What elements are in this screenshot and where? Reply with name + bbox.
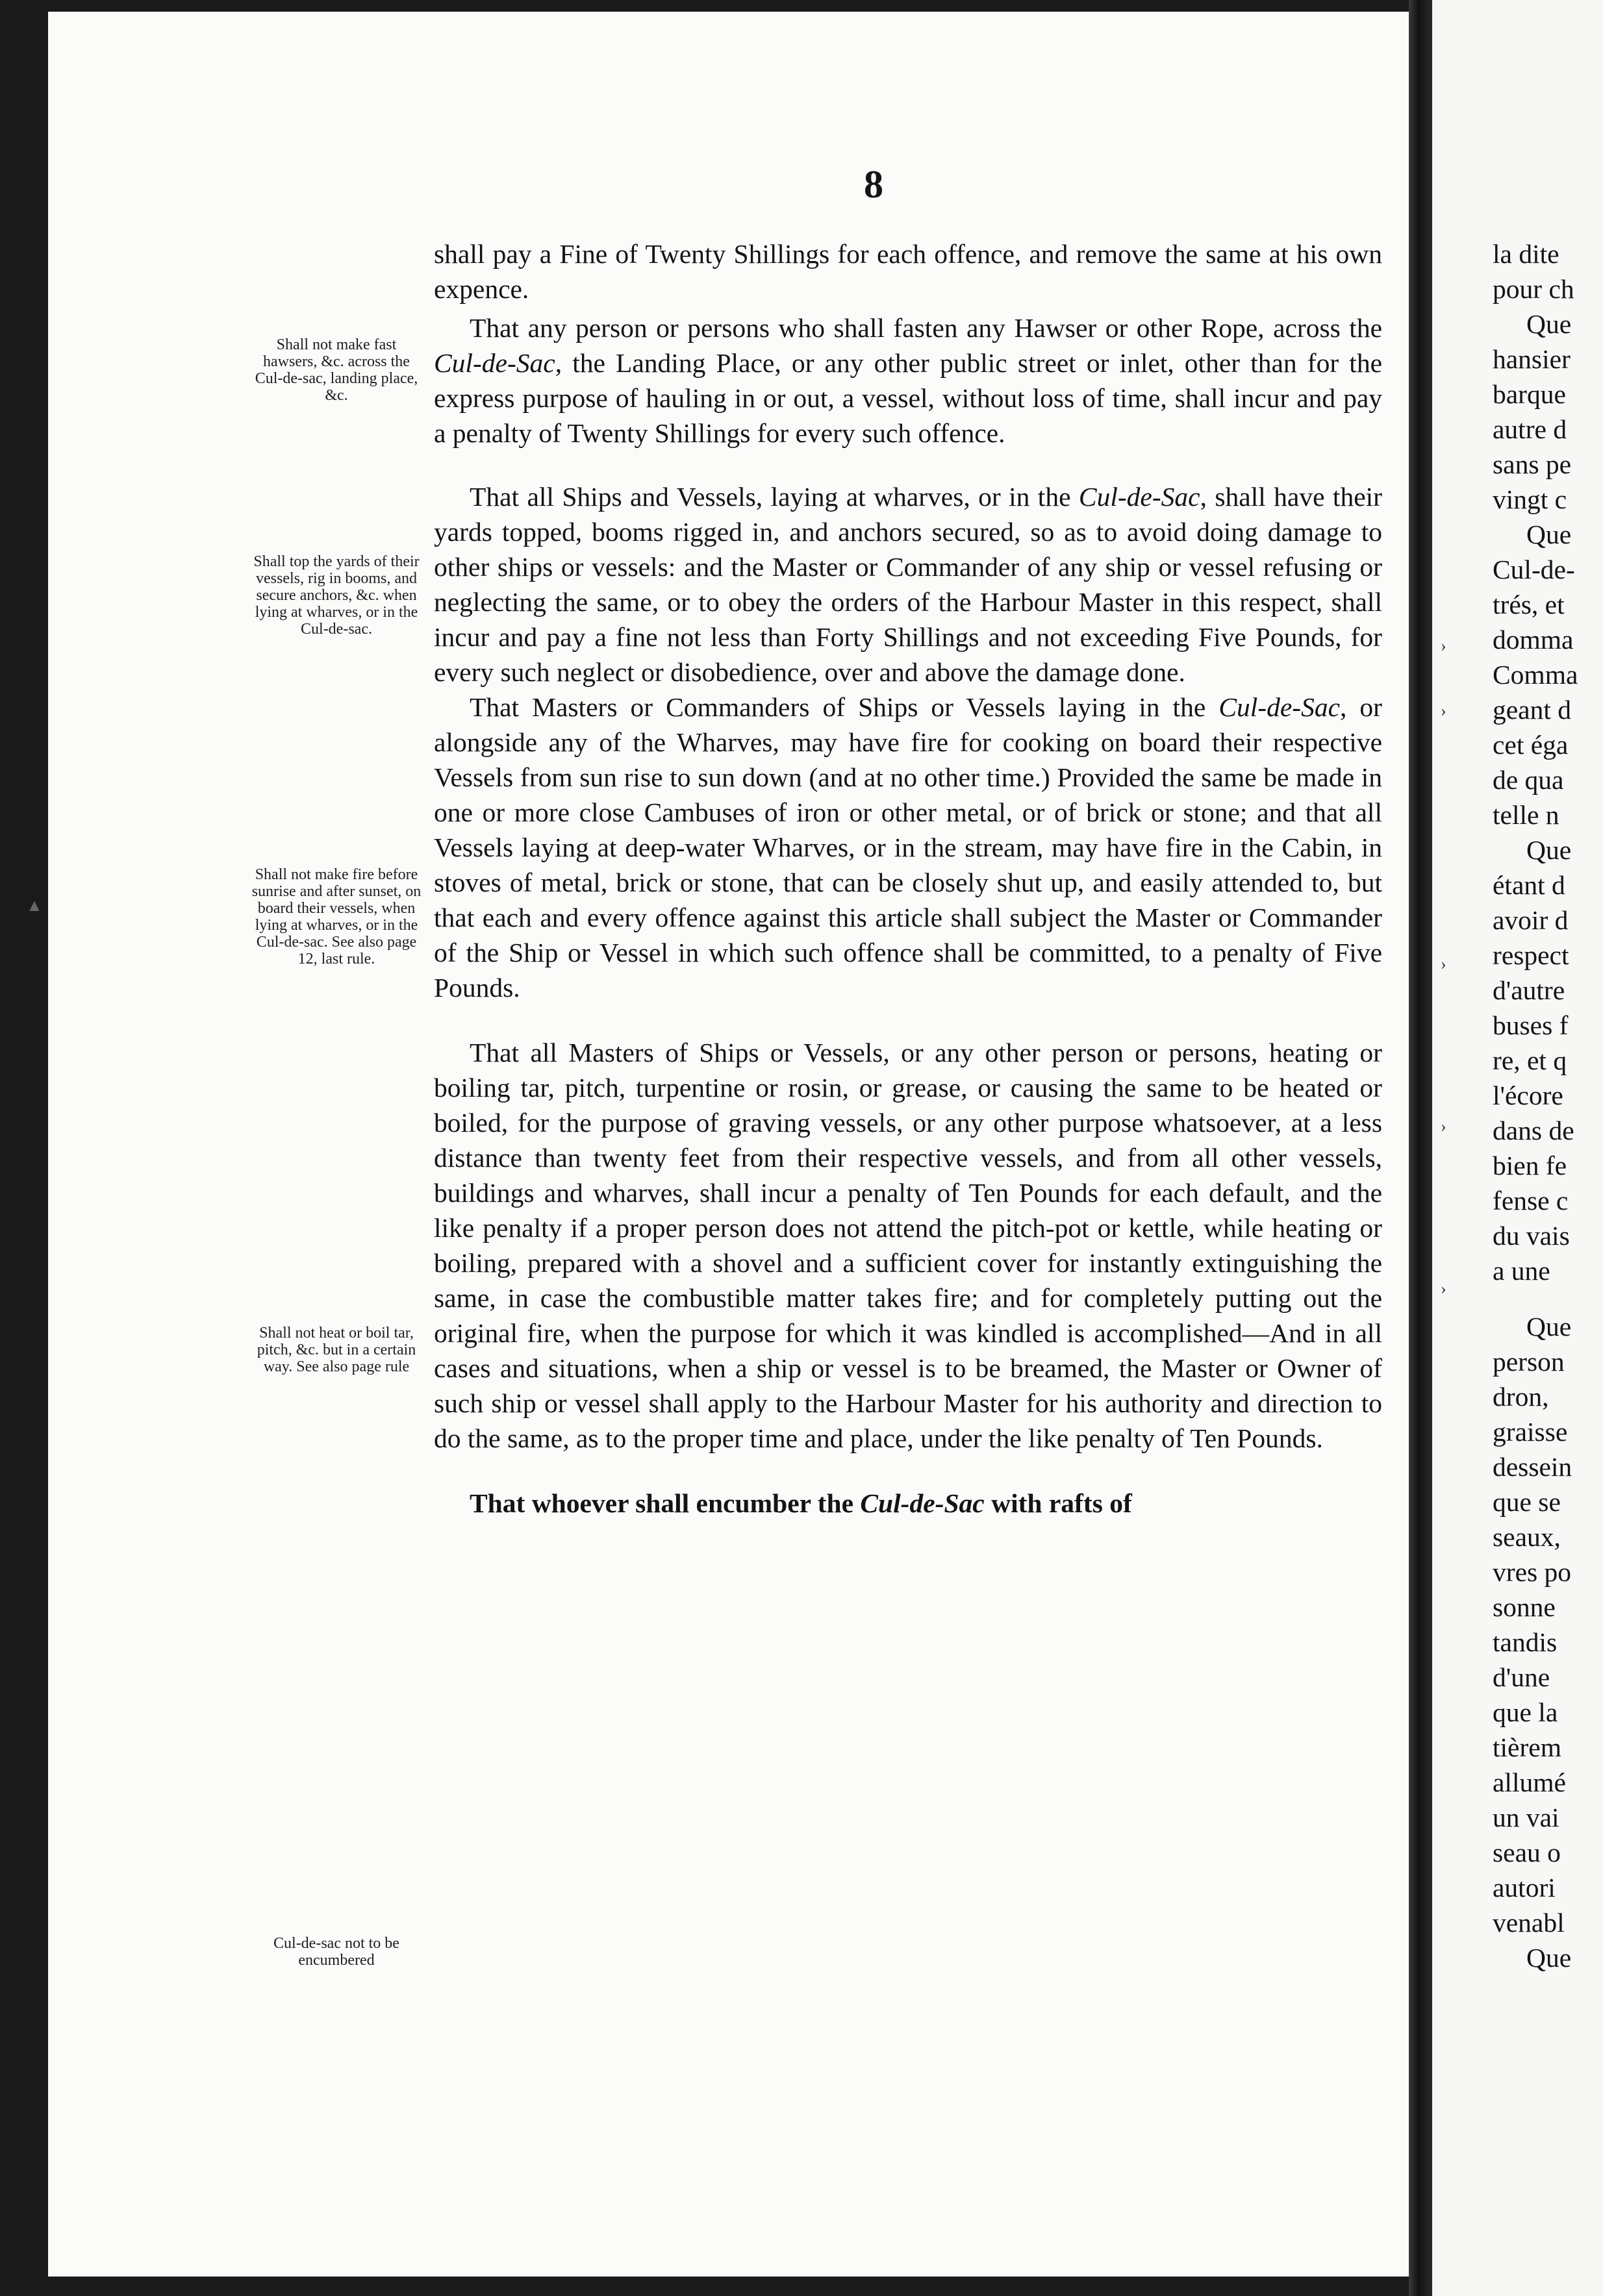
facing-line: Que	[1526, 1312, 1572, 1341]
facing-line: dron,	[1493, 1382, 1549, 1412]
facing-line: a une	[1493, 1256, 1550, 1286]
paragraph-hawsers	[434, 310, 1382, 451]
facing-line: barque	[1493, 379, 1566, 409]
facing-line: telle n	[1493, 800, 1559, 830]
italic-term: Cul-de-Sac	[1218, 692, 1341, 722]
facing-line: d'autre	[1493, 975, 1565, 1005]
facing-line: fense c	[1493, 1186, 1569, 1216]
facing-line: vingt c	[1493, 484, 1567, 514]
paragraph-fire	[434, 690, 1382, 1005]
facing-line: tandis	[1493, 1627, 1558, 1657]
edge-mark: ›	[1441, 636, 1446, 655]
italic-term: Cul-de-Sac	[860, 1488, 985, 1518]
paragraph-text: , or alongside any of the Wharves, may have fire for cooking on board their respective Vessels from sun rise to sun down (and at no other time.) Provided the same be made in one or more close Cambuses of iron or other metal, or of brick or stone; and that all Vessels laying at deep-water Wharves, or in the stream, may have fire in the Cabin, in stoves of metal, brick or stone, that can be closely shut up, and easily attended to, but that each and every offence against this article shall subject the Master or Commander of the Ship or Vessel in which such offence shall be committed, to a penalty of Five Pounds.	[434, 692, 1383, 1003]
edge-mark: ›	[1441, 955, 1446, 973]
facing-line: hansier	[1493, 344, 1571, 374]
facing-line: Comma	[1493, 660, 1578, 690]
facing-line: du vais	[1493, 1221, 1570, 1251]
main-text	[434, 236, 1382, 1521]
paragraph-yards	[434, 479, 1382, 690]
facing-line: Cul-de-	[1493, 555, 1575, 584]
facing-line: bien fe	[1493, 1151, 1567, 1180]
facing-line: venabl	[1493, 1908, 1565, 1938]
facing-line: autori	[1493, 1873, 1556, 1903]
facing-line: person	[1493, 1347, 1565, 1377]
facing-line: respect	[1493, 940, 1569, 970]
paragraph-continuation: shall pay a Fine of Twenty Shillings for each offence, and remove the same at his own expence.	[434, 239, 1382, 304]
margin-note-fire: Shall not make fire before sunrise and after sunset, on board their vessels, when lying at wharves, or in the Cul-de-sac. See also page 12, last rule.	[251, 866, 422, 967]
facing-line: re, et q	[1493, 1045, 1567, 1075]
paragraph-text: with rafts of	[984, 1488, 1132, 1518]
binding-mark: ▲	[26, 896, 43, 915]
facing-line: autre d	[1493, 414, 1567, 444]
facing-line: trés, et	[1493, 590, 1565, 619]
paragraph-text: That Masters or Commanders of Ships or Vessels laying in the	[470, 692, 1219, 722]
facing-line: Que	[1526, 309, 1572, 339]
edge-mark: ›	[1441, 1117, 1446, 1136]
edge-mark: ›	[1441, 701, 1446, 720]
facing-line: seaux,	[1493, 1522, 1561, 1552]
facing-line: domma	[1493, 625, 1574, 655]
facing-line: un vai	[1493, 1803, 1559, 1832]
facing-line: cet éga	[1493, 730, 1569, 760]
facing-line: vres po	[1493, 1557, 1572, 1587]
paragraph-tar: That all Masters of Ships or Vessels, or any other person or persons, heating or boiling tar, pitch, turpentine or rosin, or grease, or causing the same to be heated or boiled, for the purpose of graving vessels, or any other purpose whatsoever, at a less distance than twenty feet from their respective vessels, and from all other vessels, buildings and wharves, shall incur a penalty of Ten Pounds for each default, and the like penalty if a proper person does not attend the pitch-pot or kettle, while heating or boiling, prepared with a shovel and a sufficient cover for instantly extinguishing the same, in case the combustible matter takes fire; and for completely putting out the original fire, when the purpose for which it was kindled is accomplished—And in all cases and situations, when a ship or vessel is to be breamed, the Master or Owner of such ship or vessel shall apply to the Harbour Master for his authority and direction to do the same, as to the proper time and place, under the like penalty of Ten Pounds.	[434, 1038, 1382, 1453]
facing-line: pour ch	[1493, 274, 1574, 304]
facing-line: dessein	[1493, 1452, 1572, 1482]
facing-line: sans pe	[1493, 449, 1572, 479]
facing-line: d'une	[1493, 1662, 1550, 1692]
facing-line: que se	[1493, 1487, 1561, 1517]
italic-term: Cul-de-Sac	[1078, 482, 1200, 512]
facing-line: que la	[1493, 1697, 1558, 1727]
paragraph-text: , the Landing Place, or any other public street or inlet, other than for the express purpose of hauling in or out, a vessel, without loss of time, shall incur and pay a penalty of Twenty Shillings for every such offence.	[434, 348, 1382, 448]
paragraph-text: That whoever shall encumber the	[470, 1488, 861, 1518]
margin-note-tar: Shall not heat or boil tar, pitch, &c. but in a certain way. See also page rule	[257, 1325, 416, 1375]
facing-line: avoir d	[1493, 905, 1569, 935]
facing-page-text	[1493, 236, 1603, 1975]
book-gutter	[1409, 0, 1432, 2296]
paragraph-text: , shall have their yards topped, booms rigged in, and anchors secured, so as to avoid doing damage to other ships or vessels: and the Master or Commander of any ship or vessel refusing or neglecting the same, or to obey the orders of the Harbour Master in this respect, shall incur and pay a fine not less than Forty Shillings and not exceeding Five Pounds, for every such neglect or disobedience, over and above the damage done.	[434, 482, 1382, 687]
facing-line: buses f	[1493, 1010, 1569, 1040]
facing-line: étant d	[1493, 870, 1565, 900]
facing-line: geant d	[1493, 695, 1571, 725]
paragraph-encumber	[434, 1486, 1382, 1521]
margin-note-cul-de-sac: Cul-de-sac not to be encumbered	[273, 1935, 399, 1969]
facing-line: dans de	[1493, 1116, 1574, 1145]
facing-line: la dite	[1493, 239, 1559, 269]
facing-line: tièrem	[1493, 1732, 1561, 1762]
facing-line: Que	[1526, 835, 1572, 865]
margin-note-hawsers: Shall not make fast hawsers, &c. across the Cul-de-sac, landing place, &c.	[255, 336, 418, 404]
margin-note-yards: Shall top the yards of their vessels, rig in booms, and secure anchors, &c. when lying at wharves, or in the Cul-de-sac.	[253, 553, 420, 638]
facing-line: Que	[1526, 1943, 1572, 1973]
facing-line: allumé	[1493, 1767, 1566, 1797]
edge-mark: ›	[1441, 1279, 1446, 1298]
italic-term: Cul-de-Sac	[434, 348, 555, 378]
facing-line: seau o	[1493, 1838, 1561, 1867]
facing-line: l'écore	[1493, 1080, 1563, 1110]
facing-line: sonne	[1493, 1592, 1556, 1622]
page-number: 8	[864, 163, 883, 206]
facing-line: Que	[1526, 519, 1572, 549]
paragraph-text: That any person or persons who shall fasten any Hawser or other Rope, across the	[470, 313, 1382, 343]
facing-line: graisse	[1493, 1417, 1568, 1447]
paragraph-text: That all Ships and Vessels, laying at wharves, or in the	[470, 482, 1079, 512]
facing-line: de qua	[1493, 765, 1564, 795]
